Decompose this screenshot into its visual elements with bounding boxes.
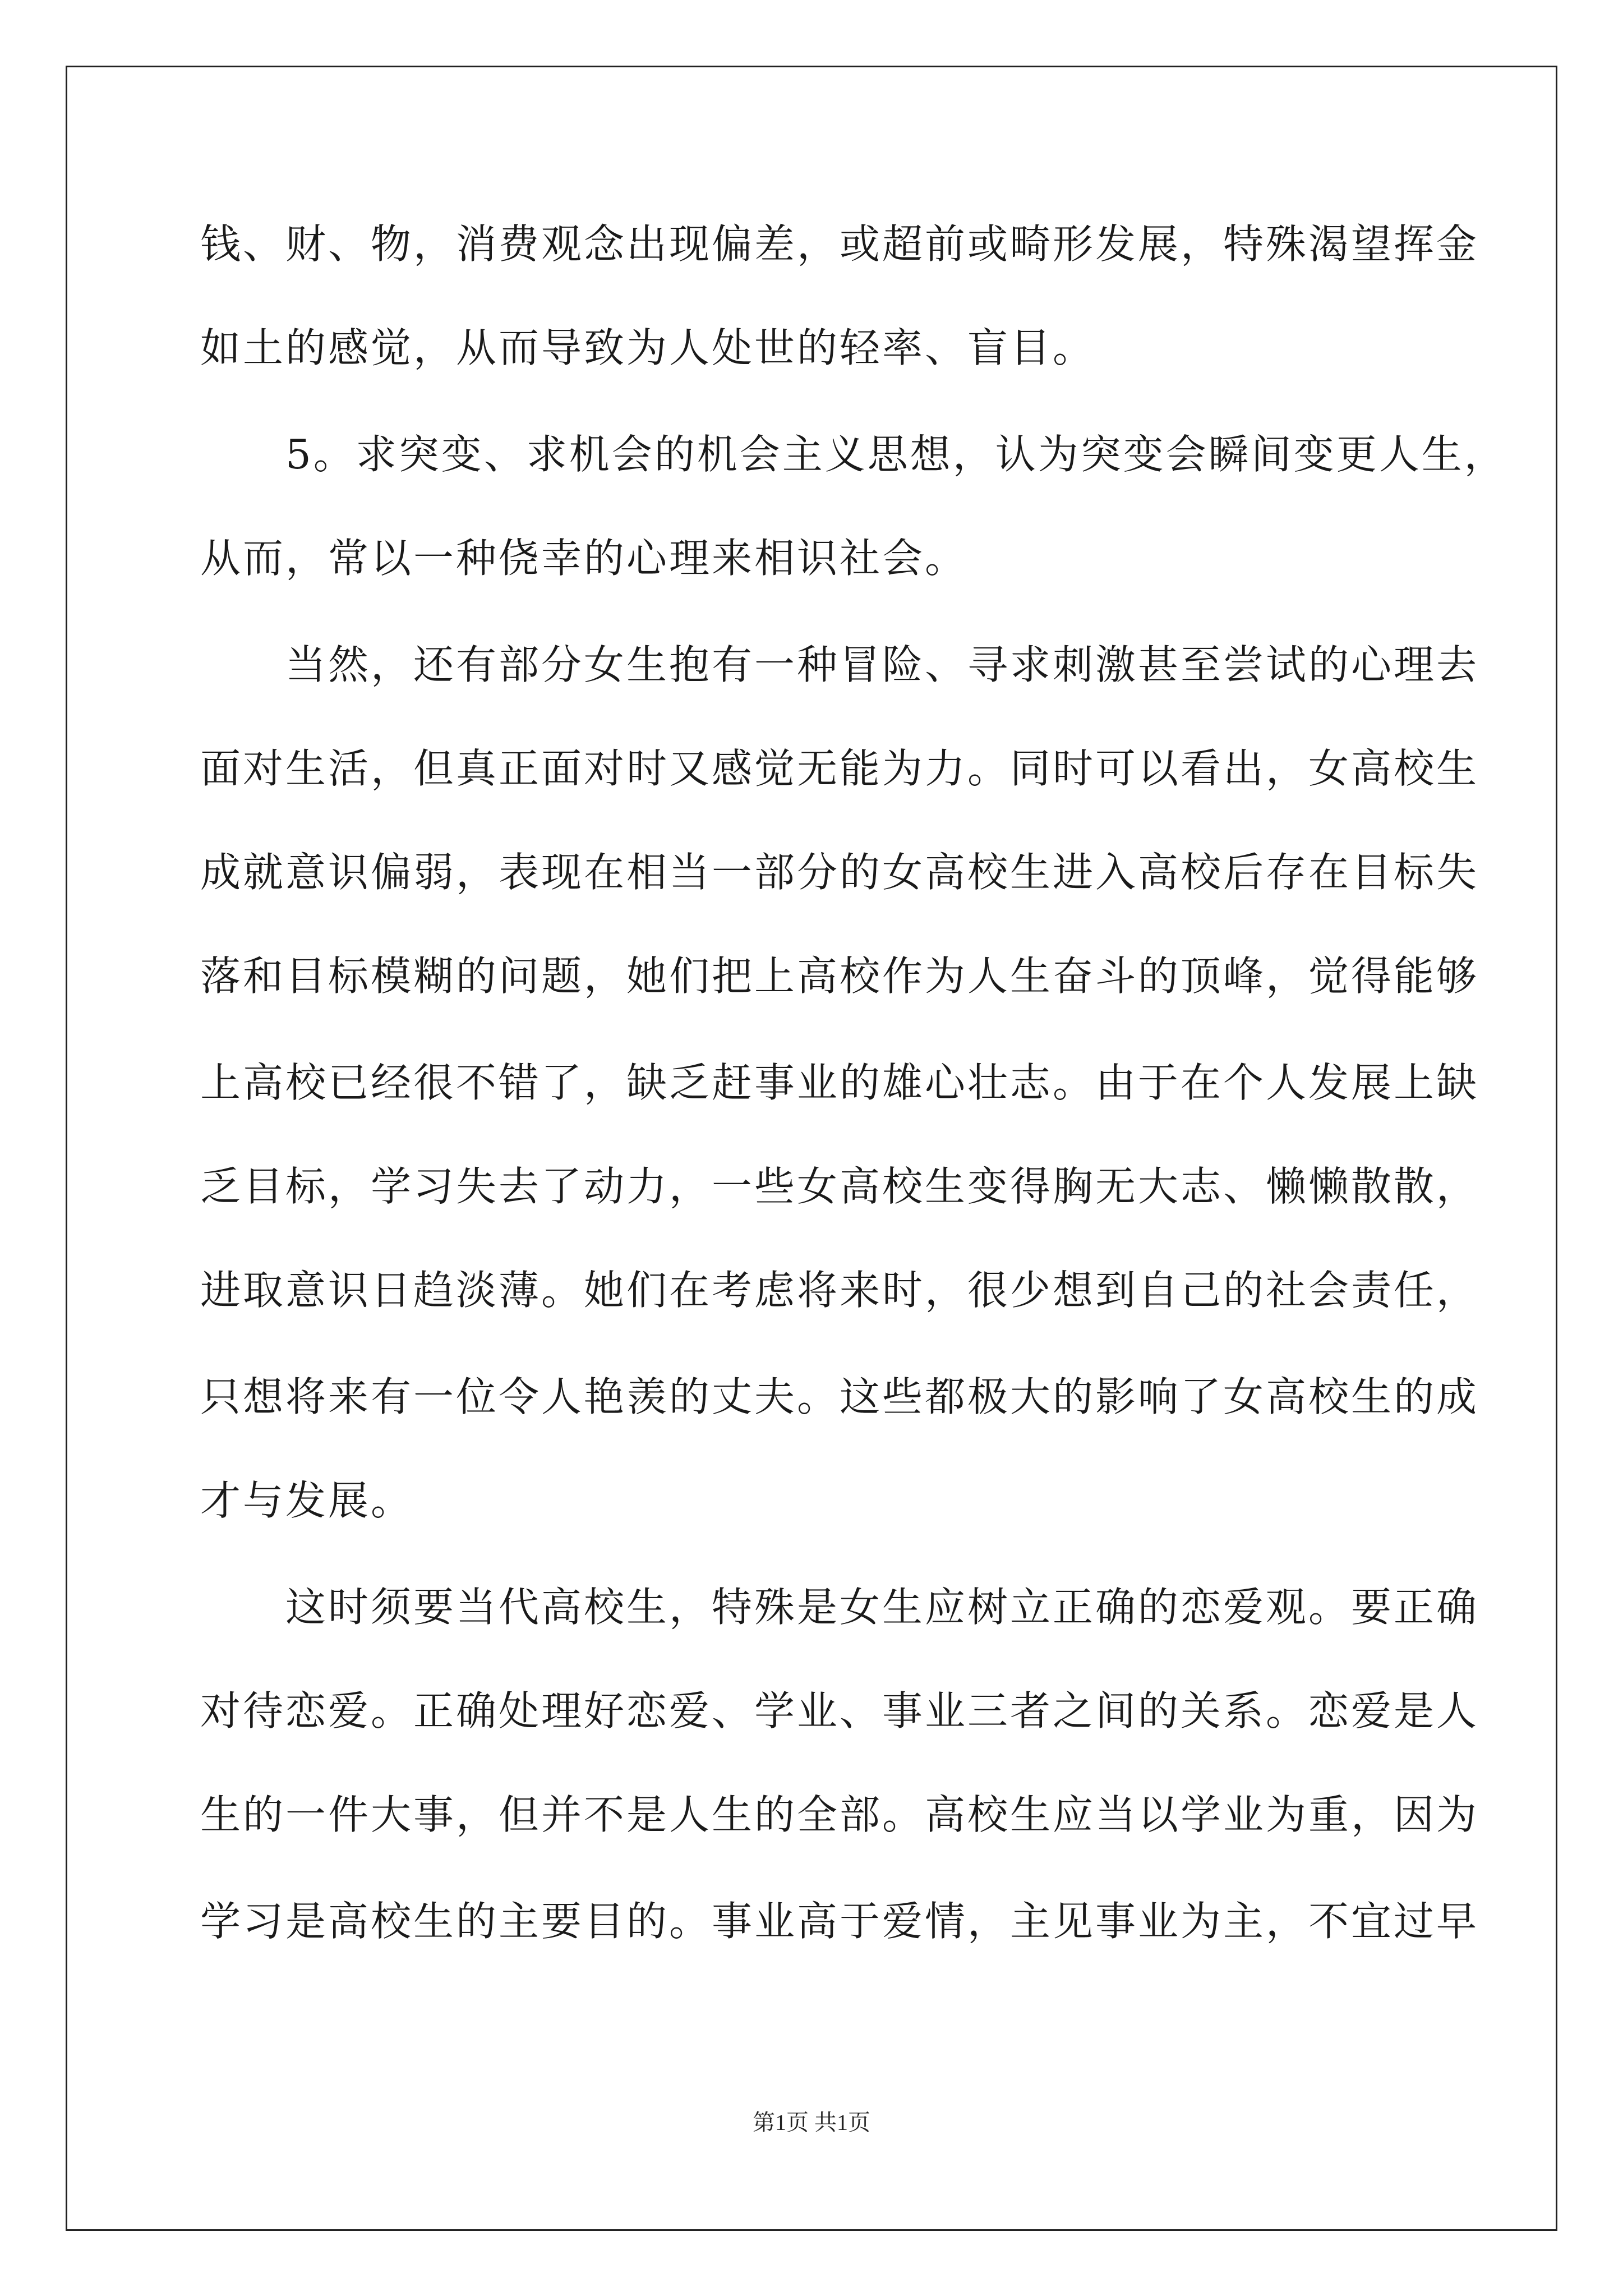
text-line: 对待恋爱。正确处理好恋爱、学业、事业三者之间的关系。恋爱是人 bbox=[200, 1687, 1479, 1734]
page-number-footer: 第1页 共1页 bbox=[753, 2110, 870, 2135]
text-line: 乏目标，学习失去了动力，一些女高校生变得胸无大志、懒懒散散， bbox=[200, 1163, 1479, 1210]
paragraph-first-line: 这时须要当代高校生，特殊是女生应树立正确的恋爱观。要正确 bbox=[285, 1584, 1479, 1631]
paragraph-first-line: 当然，还有部分女生抱有一种冒险、寻求刺激甚至尝试的心理去 bbox=[285, 641, 1479, 688]
paragraph-first-line: 5。求突变、求机会的机会主义思想，认为突变会瞬间变更人生， bbox=[285, 431, 1507, 478]
text-line: 上高校已经很不错了，缺乏赶事业的雄心壮志。由于在个人发展上缺 bbox=[200, 1059, 1479, 1106]
text-line: 如土的感觉，从而导致为人处世的轻率、盲目。 bbox=[200, 324, 1096, 371]
text-line: 面对生活，但真正面对时又感觉无能为力。同时可以看出，女高校生 bbox=[200, 745, 1479, 792]
text-line: 成就意识偏弱，表现在相当一部分的女高校生进入高校后存在目标失 bbox=[200, 849, 1479, 896]
text-line: 钱、财、物，消费观念出现偏差，或超前或畸形发展，特殊渴望挥金 bbox=[200, 220, 1479, 268]
text-line: 进取意识日趋淡薄。她们在考虑将来时，很少想到自己的社会责任， bbox=[200, 1267, 1479, 1314]
text-line: 生的一件大事，但并不是人生的全部。高校生应当以学业为重，因为 bbox=[200, 1791, 1479, 1838]
text-line: 只想将来有一位令人艳羡的丈夫。这些都极大的影响了女高校生的成 bbox=[200, 1373, 1479, 1420]
text-line: 从而，常以一种侥幸的心理来相识社会。 bbox=[200, 535, 968, 582]
text-line: 落和目标模糊的问题，她们把上高校作为人生奋斗的顶峰，觉得能够 bbox=[200, 953, 1479, 1000]
text-line: 才与发展。 bbox=[200, 1477, 414, 1524]
text-line: 学习是高校生的主要目的。事业高于爱情，主见事业为主，不宜过早 bbox=[200, 1898, 1479, 1945]
